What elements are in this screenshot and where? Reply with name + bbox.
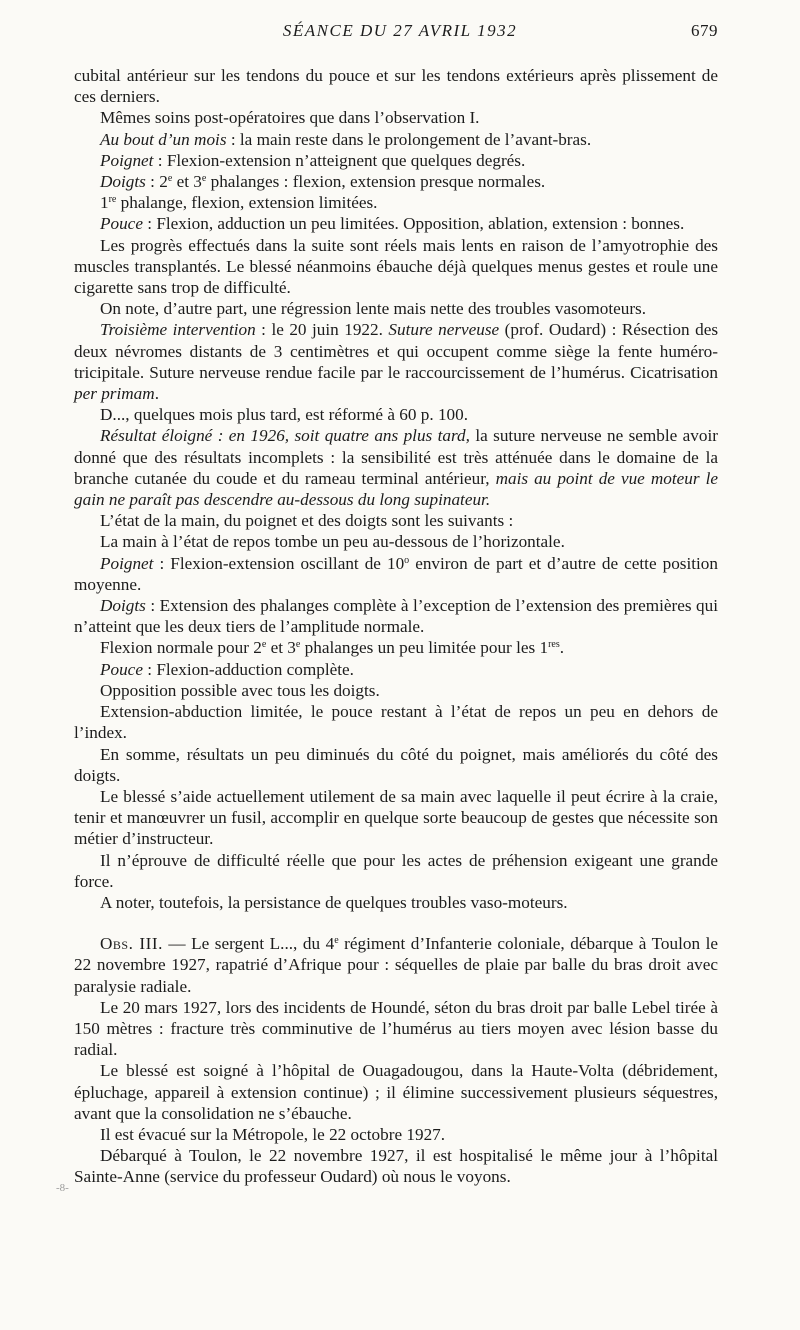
paragraph [74,659,718,680]
paragraph-text: et 3 [266,638,296,658]
superscript: e [334,935,339,947]
paragraph [74,150,718,171]
paragraph-text: phalanges : flexion, extension presque normales. [206,172,546,192]
paragraph-label: per primam [74,384,155,404]
paragraph: cubital antérieur sur les tendons du pouce et sur les tendons extérieurs après plissement de ces derniers. [74,66,718,107]
paragraph [74,595,718,637]
paragraph-text: . [559,638,565,658]
paragraph: Les progrès effectués dans la suite sont réels mais lents en raison de l’amyotrophie des muscles transplantés. Le blessé néanmoins ébauche déjà quelques menus gestes et roule une cigarette sans trop de difficulté. [74,235,718,298]
body-text [74,65,718,1188]
paragraph-text: : Extension des phalanges complète à l’exception de l’extension des premières qui n’atteint que les deux tiers de l’amplitude normale. [74,596,718,637]
paragraph-label: Doigts [100,172,146,192]
paragraph: Il n’éprouve de difficulté réelle que pour les actes de préhension exigeant une grande force. [74,850,718,891]
paragraph: A noter, toutefois, la persistance de quelques troubles vaso-moteurs. [100,892,568,912]
paragraph: Mêmes soins post-opératoires que dans l’observation I. [100,108,480,128]
paragraph-text: : Flexion-extension oscillant de 10 [153,553,405,573]
paragraph [74,637,718,658]
paragraph [74,213,718,234]
paragraph-label: Suture nerveuse [388,320,500,340]
observation-label: Obs. III. [100,934,163,954]
paragraph: Le blessé s’aide actuellement utilement de sa main avec laquelle il peut écrire à la craie, tenir et manœuvrer un fusil, accomplir en quelque sorte beaucoup de gestes que nécessite son métier d’instructeur. [74,786,718,849]
paragraph-label: Poignet [100,553,154,573]
paragraph [74,933,718,997]
paragraph-label: Pouce [100,214,143,234]
paragraph: Débarqué à Toulon, le 22 novembre 1927, il est hospitalisé le même jour à l’hôpital Sainte-Anne (service du professeur Oudard) où nous le voyons. [74,1146,718,1187]
running-header [0,21,800,45]
superscript: e [295,639,301,651]
paragraph-text: : Flexion, adduction un peu limitées. Opposition, ablation, extension : bonnes. [142,214,685,234]
superscript: e [167,173,173,185]
superscript: e [201,173,207,185]
paragraph-text: la suture nerveuse ne semble avoir donné que des résultats incomplets : la sensibilité est très atténuée dans le domaine de la branche cutanée du coude et du rameau terminal antérieur, [74,426,718,488]
paragraph: La main à l’état de repos tombe un peu au-dessous de l’horizontale. [100,532,565,552]
paragraph: D..., quelques mois plus tard, est réformé à 60 p. 100. [100,405,469,425]
paragraph-label: Pouce [100,659,143,679]
paragraph [74,192,718,213]
superscript: res [548,639,560,651]
paragraph [74,319,718,404]
paragraph-text: régiment d’Infanterie coloniale, débarque à Toulon le 22 novembre 1927, rapatrié d’Afrique pour : séquelles de plaie par balle du bras droit avec paralysie radiale. [74,934,718,996]
paragraph-label: Troisième intervention [100,320,256,340]
paragraph-text: : la main reste dans le prolongement de l’avant-bras. [226,129,592,149]
paragraph-label: Au bout d’un mois [100,129,227,149]
paragraph-label: Doigts [100,596,146,616]
paragraph-text: . [154,384,159,404]
header-title: SÉANCE DU 27 AVRIL 1932 [282,21,518,40]
paragraph: Il est évacué sur la Métropole, le 22 octobre 1927. [100,1124,446,1144]
paragraph-text: : Flexion-extension n’atteignent que quelques degrés. [153,150,526,170]
paragraph-text: : le 20 juin 1922. [255,320,389,340]
paragraph-text: (prof. Oudard) : Résection des deux névromes distants de 3 centimètres et qui occupent comme siège la fente huméro-tricipitale. Suture nerveuse rendue facile par le raccourcissement de l’humérus. Cicatrisation [74,320,719,382]
paragraph-label: Résultat éloigné : en 1926, soit quatre ans plus tard, [100,426,470,446]
paragraph [74,129,718,150]
paragraph-label: Poignet [100,150,154,170]
paragraph: L’état de la main, du poignet et des doigts sont les suivants : [100,511,514,531]
paragraph: En somme, résultats un peu diminués du côté du poignet, mais améliorés du côté des doigts. [74,744,718,785]
section-gap [74,913,718,933]
paragraph-text: : 2 [145,172,168,192]
paragraph-text: environ de part et d’autre de cette position moyenne. [74,553,718,594]
paragraph-text: 1 [100,193,109,213]
superscript: re [108,194,117,206]
paragraph: On note, d’autre part, une régression lente mais nette des troubles vasomoteurs. [100,299,647,319]
paragraph-label: mais au point de vue moteur le gain ne paraît pas descendre au-dessous du long supinateur. [74,468,718,510]
paragraph: Extension-abduction limitée, le pouce restant à l’état de repos un peu en dehors de l’index. [74,702,718,743]
superscript: e [261,639,267,651]
paragraph [74,553,718,595]
paragraph: Opposition possible avec tous les doigts. [100,680,380,700]
paragraph: Le 20 mars 1927, lors des incidents de Houndé, séton du bras droit par balle Lebel tirée à 150 mètres : fracture très comminutive de l’humérus au tiers moyen avec lésion basse du radial. [74,997,718,1060]
paragraph-text: phalange, flexion, extension limitées. [116,193,378,213]
page-number: 679 [691,21,718,40]
paragraph-text: phalanges un peu limitée pour les 1 [300,638,549,658]
paragraph-text: et 3 [172,172,202,192]
paragraph-text: : Flexion-adduction complète. [142,659,354,679]
margin-mark: -8- [56,1182,69,1194]
paragraph-text: — Le sergent L..., du 4 [162,934,335,954]
paragraph [74,425,718,510]
paragraph [74,171,718,192]
superscript: o [404,554,410,566]
paragraph: Le blessé est soigné à l’hôpital de Ouagadougou, dans la Haute-Volta (débridement, épluchage, appareil à extension continue) ; il élimine successivement plusieurs séquestres, avant que la consolidation ne s’ébauche. [74,1061,718,1123]
paragraph-text: Flexion normale pour 2 [100,638,262,658]
